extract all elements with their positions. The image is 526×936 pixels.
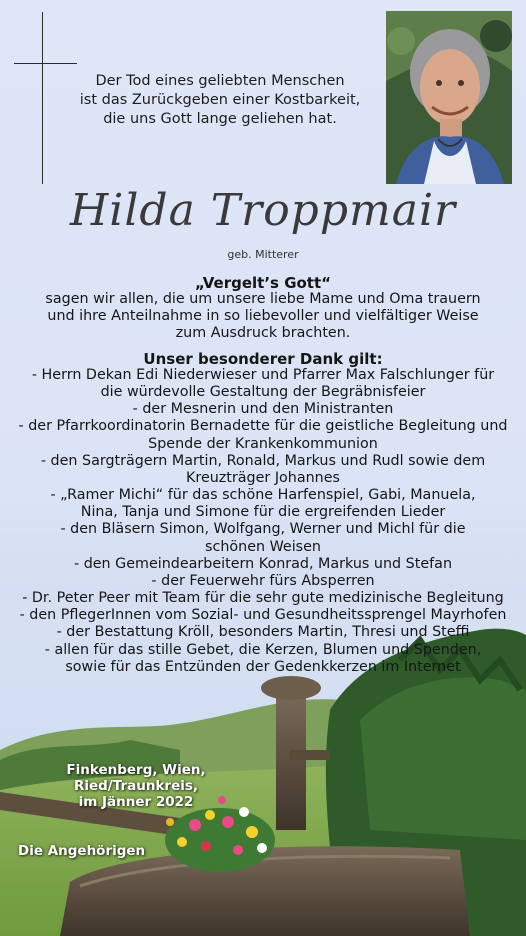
list-item: - den Bläsern Simon, Wolfgang, Werner und Michl für die [60,521,466,538]
list-item: - Dr. Peter Peer mit Team für die sehr gute medizinische Begleitung [22,590,504,607]
thanks-line: sagen wir allen, die um unsere liebe Mame und Oma trauern [45,291,481,307]
list-item: - den Gemeindearbeitern Konrad, Markus und Stefan [73,555,452,572]
thanks-text [30,291,496,342]
list-item: - der Feuerwehr fürs Absperren [151,572,375,589]
list-item: - allen für das stille Gebet, die Kerzen, Blumen und Spenden, [44,641,482,658]
cross-vertical-bar [42,12,43,184]
list-item: Nina, Tanja und Simone für die ergreifenden Lieder [80,504,446,521]
quote-line: die uns Gott lange geliehen hat. [103,111,337,127]
signature-family: Die Angehörigen [18,843,146,859]
list-item: - der Bestattung Kröll, besonders Martin, Thresi und Steffi [56,624,470,641]
quote-line: Der Tod eines geliebten Menschen [95,73,345,89]
place-line: Finkenberg, Wien, Ried/Traunkreis, [66,762,206,794]
list-item: sowie für das Entzünden der Gedenkkerzen im Internet [65,658,461,675]
maiden-name: geb. Mitterer [227,248,299,261]
list-item: - der Mesnerin und den Ministranten [132,401,394,418]
portrait-photo [386,11,512,184]
special-thanks-list [0,367,526,676]
thanks-line: und ihre Anteilnahme in so liebevoller und vielfältiger Weise [47,308,479,324]
list-item: die würdevolle Gestaltung der Begräbnisfeier [100,384,426,401]
list-item: schönen Weisen [205,538,321,555]
deceased-name: Hilda Troppmair [69,185,457,236]
memorial-quote [70,72,370,129]
thanks-heading: „Vergelt’s Gott“ [194,274,332,292]
list-item: - den PflegerInnen vom Sozial- und Gesundheitssprengel Mayrhofen [19,607,507,624]
quote-line: ist das Zurückgeben einer Kostbarkeit, [79,92,361,108]
date-line: im Jänner 2022 [78,794,194,810]
place-and-date [4,762,268,810]
thanks-line: zum Ausdruck brachten. [175,325,351,341]
list-item: - den Sargträgern Martin, Ronald, Markus und Rudl sowie dem [40,452,486,469]
special-thanks-heading: Unser besonderer Dank gilt: [143,350,383,368]
list-item: - „Ramer Michi“ für das schöne Harfenspiel, Gabi, Manuela, [50,487,476,504]
list-item: Spende der Krankenkommunion [148,435,378,452]
cross-horizontal-bar [14,63,77,64]
list-item: - der Pfarrkoordinatorin Bernadette für die geistliche Begleitung und [18,418,508,435]
list-item: - Herrn Dekan Edi Niederwieser und Pfarrer Max Falschlunger für [31,367,495,383]
list-item: Kreuzträger Johannes [186,469,340,486]
